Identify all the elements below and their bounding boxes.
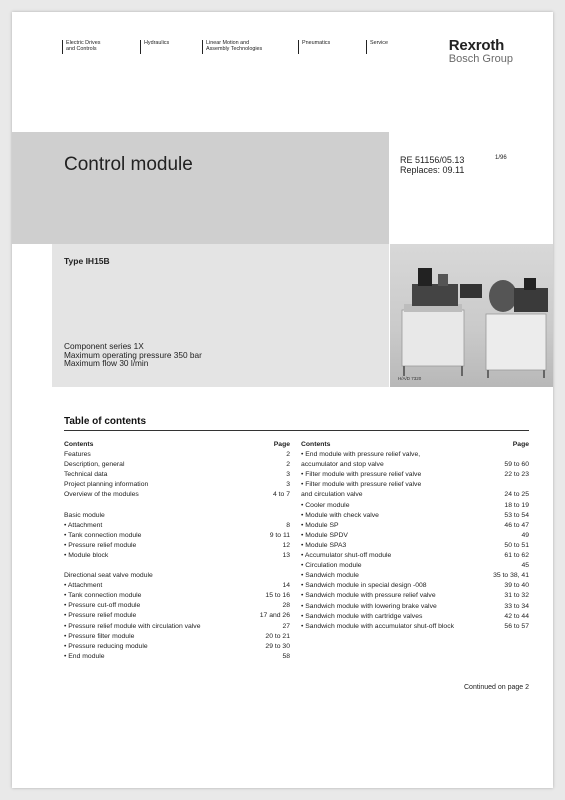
toc-entry-title: • Attachment	[64, 521, 103, 529]
toc-entry-title: and circulation valve	[301, 491, 363, 499]
toc-entry-page: 12	[282, 541, 290, 549]
toc-entry	[301, 602, 529, 612]
photo-label: H/A/D 7320	[398, 376, 422, 381]
product-photo	[390, 244, 553, 387]
toc-entry-title: • Pressure cut-off module	[64, 602, 141, 610]
toc-entry	[64, 450, 290, 460]
toc-column-header	[301, 440, 529, 450]
toc-entry	[301, 581, 529, 591]
continued-note: Continued on page 2	[464, 684, 529, 691]
toc-entry-title: • Accumulator shut-off module	[301, 552, 392, 560]
toc-entry-title: • Module SP	[301, 521, 339, 529]
toc-entry	[301, 511, 529, 521]
nav-item: Hydraulics	[140, 40, 190, 54]
toc-entry	[301, 561, 529, 571]
toc-entry	[301, 470, 529, 480]
page-title: Control module	[64, 154, 193, 175]
toc-entry	[64, 601, 290, 611]
toc-entry-page: 50 to 51	[504, 541, 529, 549]
toc-entry-title: • Cooler module	[301, 501, 350, 509]
spec-list	[64, 342, 202, 368]
toc-entry	[301, 612, 529, 622]
toc-entry-page: 28	[282, 602, 290, 610]
toc-entry-page: 35 to 38, 41	[493, 572, 529, 580]
toc-entry-page: 45	[521, 562, 529, 570]
type-label: Type IH15B	[64, 256, 110, 266]
toc-divider	[64, 430, 529, 431]
toc-entry-title: • Filter module with pressure relief valve	[301, 471, 422, 479]
toc-entry	[301, 460, 529, 470]
toc-entry-title: • End module	[64, 652, 105, 660]
toc-entry	[64, 521, 290, 531]
toc-entry	[64, 490, 290, 500]
toc-entry	[64, 460, 290, 470]
toc-entry	[301, 622, 529, 632]
toc-entry-title: Description, general	[64, 461, 125, 469]
nav-item: Electric Drives and Controls	[62, 40, 128, 54]
toc-entry-title: • Sandwich module	[301, 572, 359, 580]
toc-entry-page: 59 to 60	[504, 461, 529, 469]
toc-entry-title: • Pressure reducing module	[64, 642, 148, 650]
toc-entry-title: • Pressure relief module	[64, 612, 137, 620]
toc-heading: Table of contents	[64, 416, 147, 427]
toc-entry	[301, 531, 529, 541]
toc-entry-title: • Module SPA3	[301, 541, 347, 549]
nav-item: Pneumatics	[298, 40, 354, 54]
toc-entry-title: Overview of the modules	[64, 491, 139, 499]
toc-entry	[64, 470, 290, 480]
toc-entry-page: Page	[273, 441, 290, 448]
nav-item: Linear Motion and Assembly Technologies	[202, 40, 286, 54]
toc-entry	[64, 642, 290, 652]
toc-entry-page: 3	[286, 481, 290, 489]
toc-entry-title: • Tank connection module	[64, 531, 142, 539]
toc-entry-page: 14	[282, 582, 290, 590]
toc-entry-title: • Pressure filter module	[64, 632, 135, 640]
toc-entry-page: 46 to 47	[504, 521, 529, 529]
toc-entry-title: Contents	[301, 441, 331, 448]
datasheet-page	[12, 12, 553, 788]
toc-entry	[64, 541, 290, 551]
toc-entry-page: 22 to 23	[504, 471, 529, 479]
rexroth-logo	[449, 38, 513, 65]
toc-entry-title: • Filter module with pressure relief valve	[301, 481, 422, 489]
toc-entry-page: 29 to 30	[265, 642, 290, 650]
toc-entry	[64, 571, 290, 581]
toc-entry	[301, 551, 529, 561]
toc-column-header	[64, 440, 290, 450]
toc-entry-page: 42 to 44	[504, 612, 529, 620]
toc-entry-title: • Sandwich module with cartridge valves	[301, 612, 423, 620]
toc-entry-title: Basic module	[64, 511, 105, 519]
toc-entry-title: • Sandwich module with lowering brake valve	[301, 602, 437, 610]
toc-entry-title: Contents	[64, 441, 94, 448]
toc-entry	[301, 480, 529, 490]
toc-entry-title: • Circulation module	[301, 562, 362, 570]
toc-entry-page: 56 to 57	[504, 622, 529, 630]
toc-entry	[64, 652, 290, 662]
toc-entry	[301, 501, 529, 511]
toc-entry-page: 24 to 25	[504, 491, 529, 499]
toc-entry-title: • Pressure relief module	[64, 541, 137, 549]
toc-entry	[64, 531, 290, 541]
toc-entry-title: Features	[64, 451, 91, 459]
toc-entry	[301, 450, 529, 460]
toc-entry-page: 4 to 7	[272, 491, 290, 499]
toc-entry-page: 27	[282, 622, 290, 630]
spec-series: Component series 1X	[64, 341, 144, 351]
toc-entry-title: • Sandwich module with accumulator shut-off block	[301, 622, 454, 630]
toc-entry-page: 49	[521, 531, 529, 539]
division-nav	[62, 40, 420, 54]
toc-entry	[64, 511, 290, 521]
toc-entry-title: accumulator and stop valve	[301, 461, 384, 469]
toc-left-column	[64, 440, 290, 662]
spec-pressure: Maximum operating pressure 350 bar	[64, 349, 202, 360]
toc-right-column	[301, 440, 529, 632]
toc-entry	[64, 632, 290, 642]
toc-entry-page: 2	[286, 451, 290, 459]
toc-entry-title: • Module SPDV	[301, 531, 348, 539]
toc-entry-page: 58	[282, 652, 290, 660]
toc-entry	[301, 521, 529, 531]
toc-entry-page: 15 to 16	[265, 592, 290, 600]
toc-entry-title: • Sandwich module with pressure relief valve	[301, 592, 436, 600]
page-number: 1/96	[495, 155, 507, 161]
doc-number: RE 51156/05.13	[400, 155, 465, 165]
toc-entry	[64, 551, 290, 561]
toc-entry-page: 18 to 19	[504, 501, 529, 509]
doc-replaces: Replaces: 09.11	[400, 165, 465, 175]
toc-entry-title: • Tank connection module	[64, 592, 142, 600]
toc-entry	[301, 571, 529, 581]
toc-entry-title: Project planning information	[64, 481, 149, 489]
toc-entry-page: 33 to 34	[504, 602, 529, 610]
toc-entry-page: 17 and 26	[259, 612, 290, 620]
toc-entry-title: • Module block	[64, 551, 109, 559]
toc-entry	[64, 622, 290, 632]
toc-entry-title: • Sandwich module in special design -008	[301, 582, 427, 590]
toc-entry-page: 61 to 62	[504, 552, 529, 560]
toc-entry-title: • Attachment	[64, 582, 103, 590]
spec-flow: Maximum flow 30 l/min	[64, 358, 149, 369]
toc-entry-title: • Module with check valve	[301, 511, 379, 519]
toc-entry	[64, 591, 290, 601]
toc-entry	[301, 490, 529, 500]
document-reference	[400, 155, 464, 175]
toc-entry-page: 9 to 11	[269, 531, 290, 539]
power-unit-illustration	[390, 244, 553, 387]
toc-entry-page: 2	[286, 461, 290, 469]
toc-entry	[64, 581, 290, 591]
toc-entry-page: Page	[512, 441, 529, 448]
toc-entry-page: 53 to 54	[504, 511, 529, 519]
toc-entry	[64, 480, 290, 490]
toc-entry	[301, 591, 529, 601]
toc-entry	[301, 541, 529, 551]
toc-entry-page: 8	[286, 521, 290, 529]
brand-name: Rexroth	[448, 37, 505, 54]
nav-item: Service	[366, 40, 408, 54]
title-band	[12, 132, 389, 244]
toc-entry-page: 31 to 32	[504, 592, 529, 600]
toc-entry	[64, 611, 290, 621]
toc-entry-title: Directional seat valve module	[64, 572, 153, 580]
toc-entry-title: • End module with pressure relief valve,	[301, 451, 421, 459]
toc-entry-title: Technical data	[64, 471, 108, 479]
toc-entry-title: • Pressure relief module with circulation valve	[64, 622, 201, 630]
brand-group: Bosch Group	[448, 53, 513, 65]
toc-entry-page: 20 to 21	[265, 632, 290, 640]
toc-entry-page: 3	[286, 471, 290, 479]
toc-entry-page: 13	[282, 551, 290, 559]
toc-entry-page: 39 to 40	[504, 582, 529, 590]
